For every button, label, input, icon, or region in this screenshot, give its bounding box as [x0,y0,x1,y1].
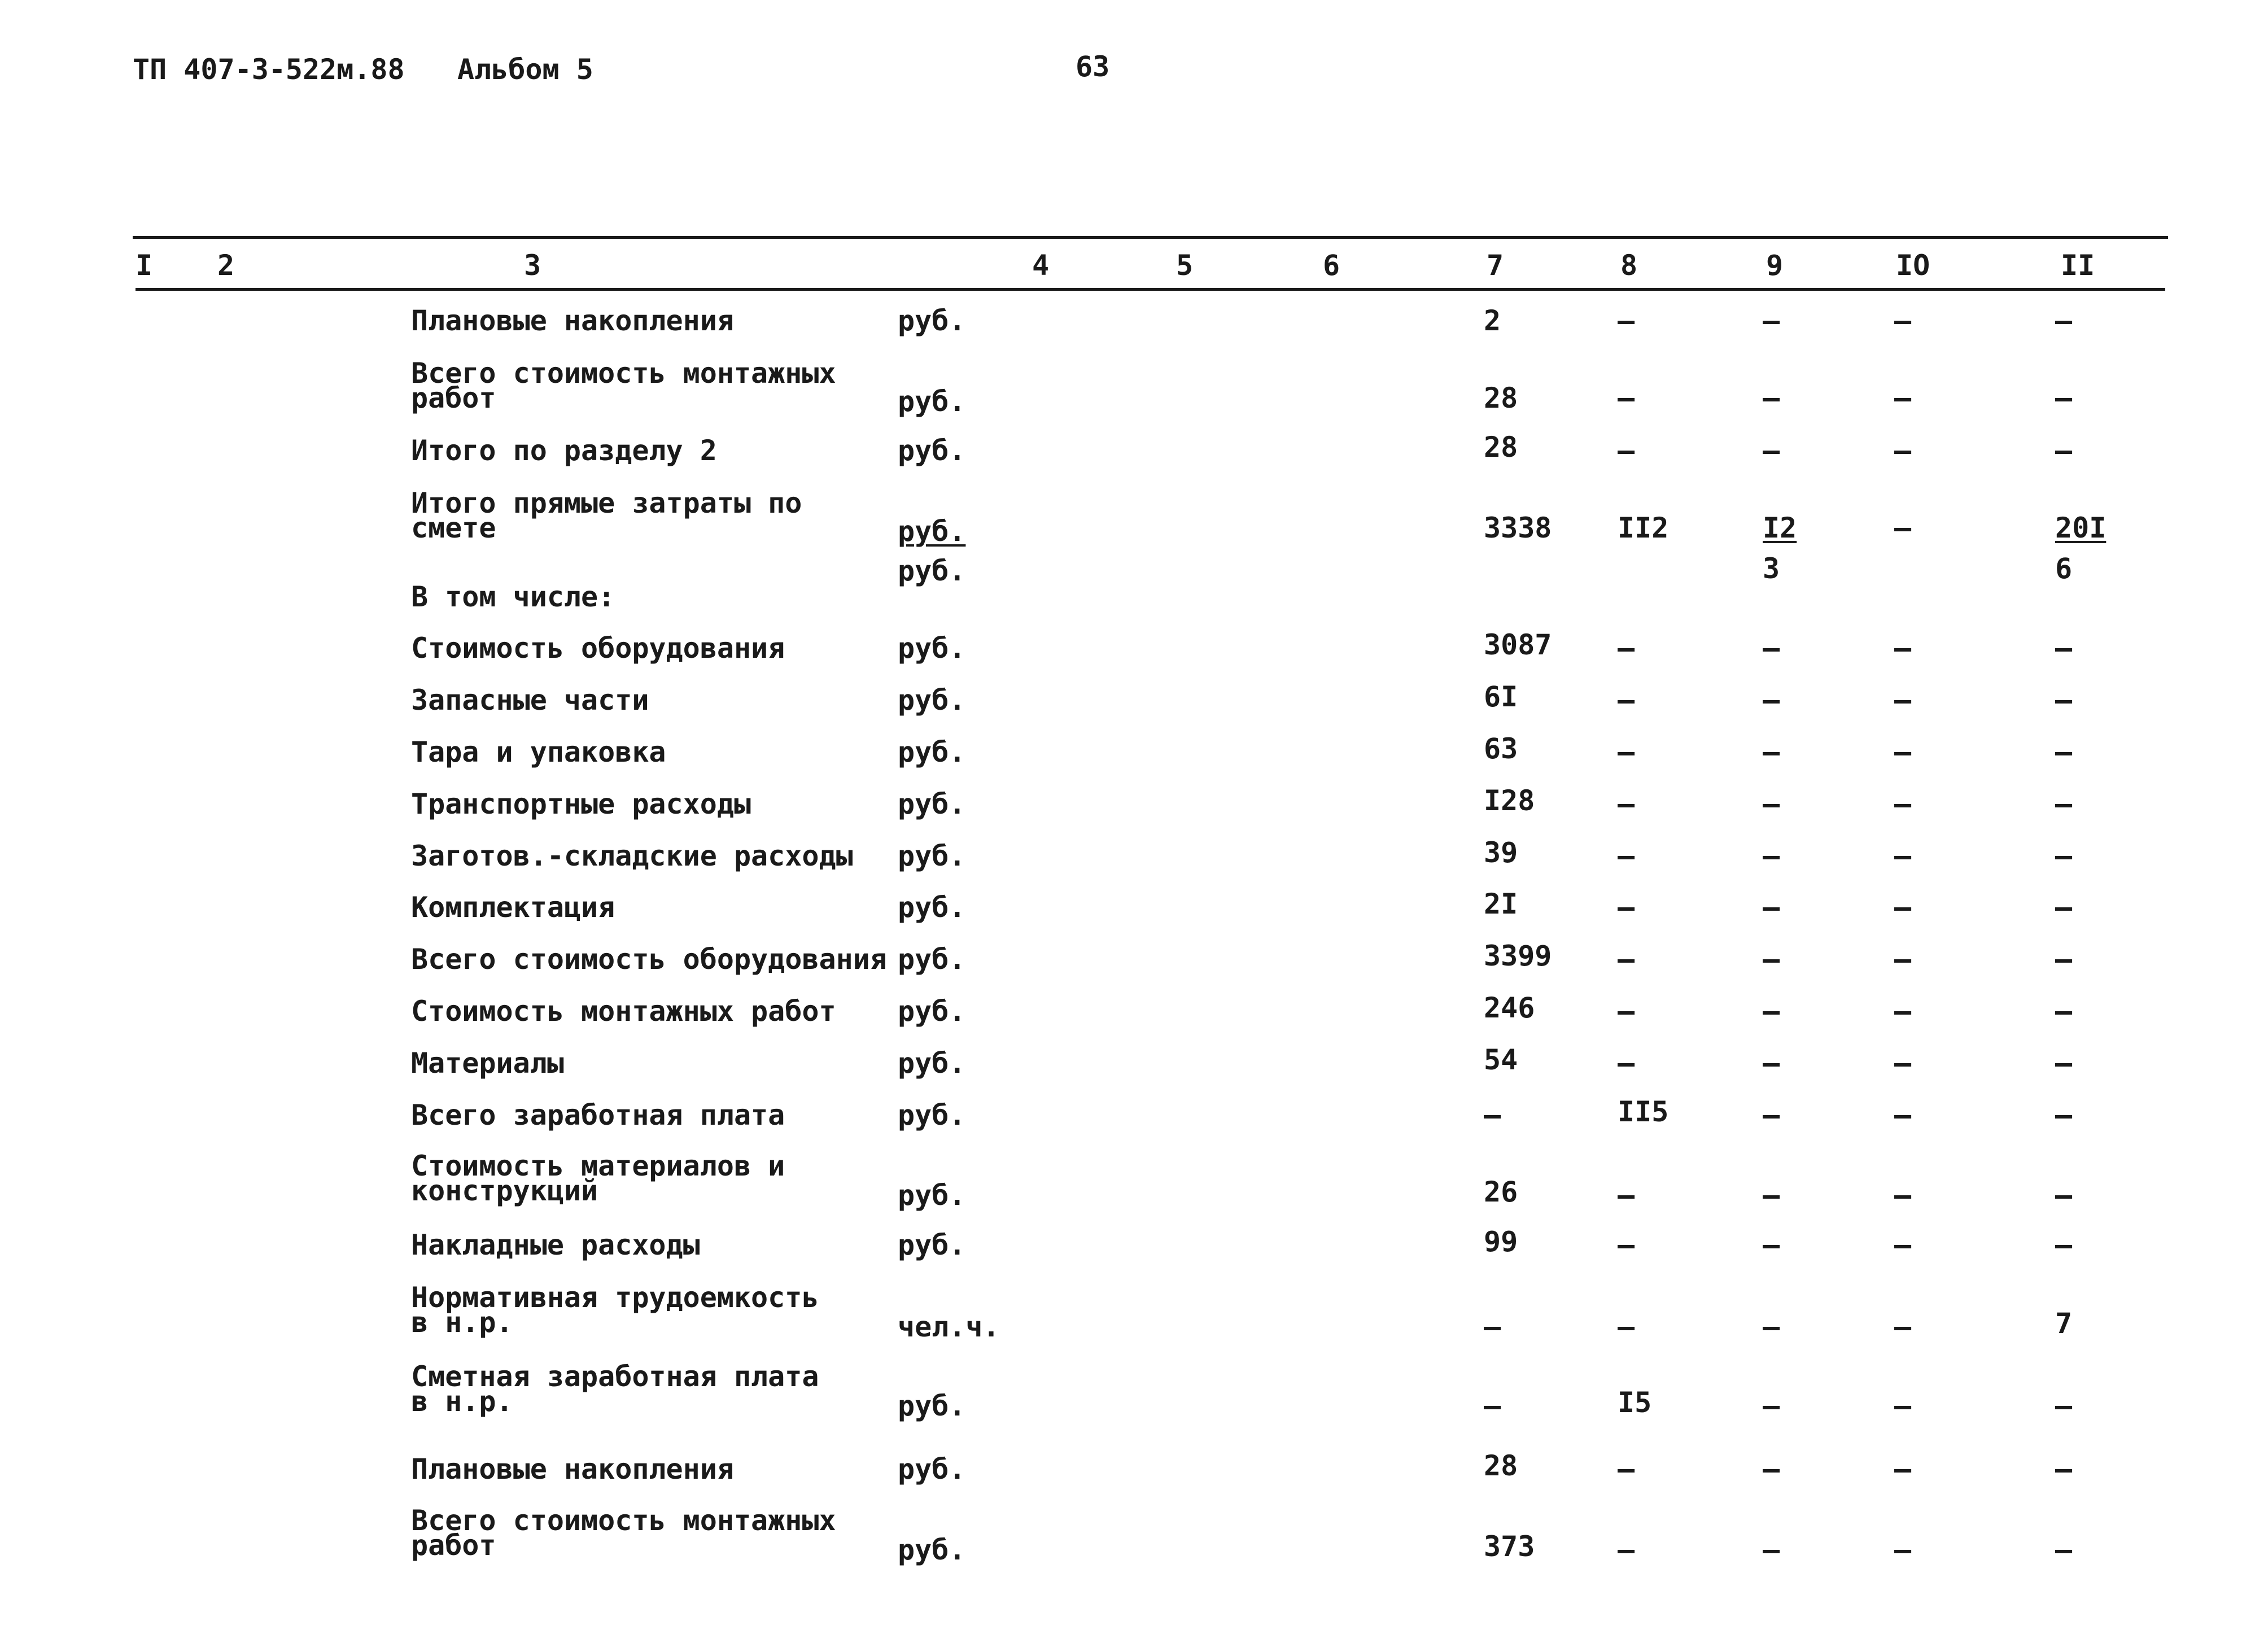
cell-col7: 246 [1484,991,1535,1024]
row-name: Комплектация [411,891,615,924]
cell-col7: – [1484,1390,1501,1422]
cell-col10: – [1894,840,1912,872]
row-unit: руб. [898,385,966,418]
cell-col8: – [1618,632,1635,665]
cell-col11: – [2055,304,2073,337]
cell-col10: – [1894,1390,1912,1422]
cell-col7: 26 [1484,1176,1518,1208]
column-header: II [2061,249,2095,282]
cell-col10: – [1894,995,1912,1028]
cell-col8: – [1618,736,1635,768]
row-unit: руб. [898,304,966,337]
row-unit: руб. [898,684,966,716]
cell-col11: – [2055,1179,2073,1212]
row-unit: руб. [898,891,966,924]
cell-col8: – [1618,995,1635,1028]
row-unit: руб. [898,1229,966,1261]
cell-col11: – [2055,1533,2073,1566]
cell-col11: – [2055,1047,2073,1080]
cell-col11: – [2055,684,2073,716]
cell-col9: – [1763,788,1780,820]
cell-col10: – [1894,304,1912,337]
column-header: 8 [1620,249,1638,282]
cell-col7: 373 [1484,1530,1535,1563]
row-unit: руб. [898,434,966,467]
row-name: В том числе: [411,580,615,613]
cell-col10: – [1894,434,1912,467]
cell-col8: – [1618,1229,1635,1261]
cell-col7: I28 [1484,784,1535,817]
row-unit: руб. [898,1179,966,1212]
row-name-continued: в н.р. [411,1385,513,1418]
row-name: Транспортные расходы [411,788,751,820]
cell-col8: – [1618,434,1635,467]
row-name: Стоимость материалов и [411,1150,785,1182]
cell-col9-denominator: 3 [1763,552,1780,585]
column-header: 6 [1323,249,1340,282]
column-header: 2 [217,249,235,282]
row-name: Всего стоимость оборудования [411,943,887,976]
row-name: Итого прямые затраты по [411,487,802,519]
cell-col11: – [2055,840,2073,872]
cell-col10: – [1894,1229,1912,1261]
cell-col7: – [1484,1099,1501,1131]
cell-col9: – [1763,684,1780,716]
cell-col8: – [1618,840,1635,872]
cell-col11-denominator: 6 [2055,552,2073,585]
cell-col9: – [1763,1453,1780,1486]
cell-col9: – [1763,1229,1780,1261]
cell-col9: – [1763,891,1780,924]
row-unit: чел.ч. [898,1310,1000,1343]
row-name: Накладные расходы [411,1229,700,1261]
column-header: 5 [1176,249,1194,282]
row-name: Плановые накопления [411,304,734,337]
row-unit: руб. [898,1047,966,1080]
cell-col9: – [1763,1533,1780,1566]
cell-col10: – [1894,1453,1912,1486]
row-name: Стоимость оборудования [411,632,785,665]
row-name-continued: в н.р. [411,1306,513,1339]
cell-col9: – [1763,1099,1780,1131]
row-unit-secondary: руб. [898,554,966,587]
cell-col11: – [2055,1390,2073,1422]
cell-col9: – [1763,304,1780,337]
page-number: 63 [1076,50,1110,83]
cell-col10: – [1894,943,1912,976]
cell-col9: – [1763,943,1780,976]
row-name: Всего стоимость монтажных [411,357,836,390]
cell-col9: – [1763,995,1780,1028]
row-name: Плановые накопления [411,1453,734,1486]
row-name: Материалы [411,1047,564,1080]
row-name: Итого по разделу 2 [411,434,717,467]
cell-col7: 3399 [1484,940,1552,972]
cell-col9: – [1763,1179,1780,1212]
cell-col7: 28 [1484,431,1518,464]
cell-col11: – [2055,788,2073,820]
cell-col9-numerator: I2 [1763,512,1797,544]
cell-col10: – [1894,788,1912,820]
row-name: Всего заработная плата [411,1099,785,1131]
cell-col7: 99 [1484,1225,1518,1258]
cell-col8: – [1618,1453,1635,1486]
cell-col11: – [2055,995,2073,1028]
cell-col8: – [1618,382,1635,414]
cell-col10: – [1894,1047,1912,1080]
cell-col9: – [1763,1310,1780,1343]
cell-col8: – [1618,1047,1635,1080]
row-name: Нормативная трудоемкость [411,1281,819,1314]
column-header: 9 [1766,249,1784,282]
cell-col9: – [1763,382,1780,414]
cell-col8: – [1618,943,1635,976]
cell-col7: 2 [1484,304,1501,337]
cell-col7: 28 [1484,382,1518,414]
column-header: I [136,249,153,282]
cell-col8: – [1618,788,1635,820]
cell-col7: 3338 [1484,512,1552,544]
column-header: 7 [1487,249,1504,282]
cell-col10: – [1894,382,1912,414]
row-name: Тара и упаковка [411,736,666,768]
album-label: Альбом 5 [457,53,593,86]
cell-col7: 39 [1484,836,1518,869]
cell-col7: 63 [1484,732,1518,765]
row-name-continued: конструкций [411,1174,598,1207]
column-header: 4 [1032,249,1050,282]
table-top-rule [133,236,2168,239]
row-name: Запасные части [411,684,649,716]
cell-col8: – [1618,304,1635,337]
cell-col7: 2I [1484,888,1518,920]
cell-col10: – [1894,891,1912,924]
cell-col7: – [1484,1310,1501,1343]
row-name: Сметная заработная плата [411,1360,819,1393]
cell-col11: – [2055,632,2073,665]
cell-col8: – [1618,1310,1635,1343]
cell-col8: I5 [1618,1386,1652,1419]
document-code: ТП 407-3-522м.88 [133,53,405,86]
cell-col8: – [1618,1533,1635,1566]
cell-col8: – [1618,1179,1635,1212]
cell-col11: – [2055,943,2073,976]
cell-col9: – [1763,632,1780,665]
cell-col9: – [1763,1390,1780,1422]
cell-col10: – [1894,1533,1912,1566]
row-unit: руб. [898,515,966,548]
cell-col9: – [1763,840,1780,872]
cell-col8: – [1618,684,1635,716]
row-unit: руб. [898,995,966,1028]
row-unit: руб. [898,736,966,768]
row-unit: руб. [898,943,966,976]
cell-col11: – [2055,382,2073,414]
column-header: 3 [524,249,541,282]
cell-col10: – [1894,1099,1912,1131]
table-header-rule [136,288,2165,291]
row-name: Стоимость монтажных работ [411,995,836,1028]
cell-col11: – [2055,1229,2073,1261]
row-name: Всего стоимость монтажных [411,1504,836,1537]
cell-col10: – [1894,1310,1912,1343]
row-unit: руб. [898,632,966,665]
cell-col11-numerator: 20I [2055,512,2107,544]
cell-col7: 54 [1484,1043,1518,1076]
row-unit: руб. [898,840,966,872]
row-name-continued: работ [411,1529,496,1562]
cell-col8: II2 [1618,512,1669,544]
cell-col9: – [1763,434,1780,467]
cell-col8: II5 [1618,1095,1669,1128]
cell-col10: – [1894,736,1912,768]
cell-col7: 6I [1484,680,1518,713]
cell-col7: 3087 [1484,628,1552,661]
row-name-continued: смете [411,512,496,544]
cell-col11: – [2055,1453,2073,1486]
cell-col11: – [2055,1099,2073,1131]
cell-col10: – [1894,1179,1912,1212]
cell-col7: 28 [1484,1449,1518,1482]
row-name-continued: работ [411,382,496,414]
cell-col11: 7 [2055,1307,2073,1340]
column-header: IO [1896,249,1930,282]
row-unit: руб. [898,1390,966,1422]
cell-col11: – [2055,891,2073,924]
row-name: Заготов.-складские расходы [411,840,853,872]
cell-col9: – [1763,1047,1780,1080]
cell-col10: – [1894,512,1912,544]
row-unit: руб. [898,1453,966,1486]
cell-col11: – [2055,736,2073,768]
row-unit: руб. [898,1533,966,1566]
cell-col8: – [1618,891,1635,924]
row-unit: руб. [898,1099,966,1131]
cell-col11: – [2055,434,2073,467]
cell-col10: – [1894,684,1912,716]
cell-col9: – [1763,736,1780,768]
row-unit: руб. [898,788,966,820]
cell-col10: – [1894,632,1912,665]
